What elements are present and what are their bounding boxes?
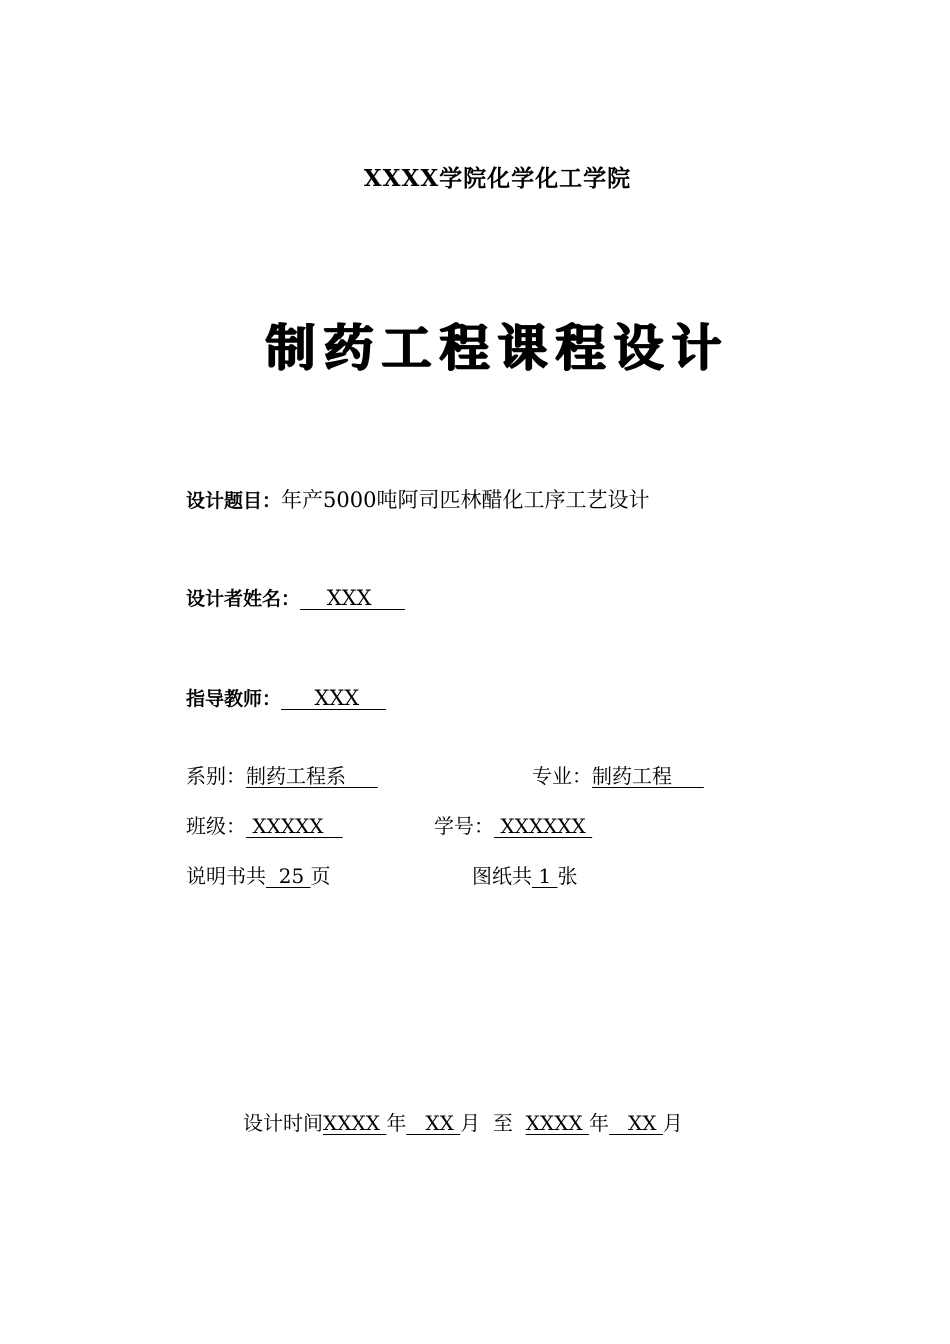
advisor-name [186,684,386,711]
student-id [434,810,592,839]
major-value: 制药工程 [592,764,704,788]
design-topic [186,484,649,514]
designer-name-label: 设计者姓名： [186,588,301,610]
sheet-count-value: 1 [532,864,558,888]
designer-name [186,584,405,611]
page-count-value: 25 [266,864,311,888]
start-year: XXXX [323,1111,387,1135]
month-char-2: 月 [662,1111,683,1135]
major [532,760,704,789]
to-text: 至 [480,1111,526,1135]
school-name: XXXX学院化学化工学院 [363,165,632,192]
end-year: XXXX [525,1111,589,1135]
student-id-label: 学号： [434,814,494,838]
month-char-1: 月 [460,1111,481,1135]
designer-name-value: XXX [300,586,405,610]
design-topic-label: 设计题目： [186,490,282,512]
page-count [186,860,331,889]
year-char-1: 年 [386,1111,407,1135]
advisor-name-value: XXX [281,686,386,710]
major-label: 专业： [532,764,592,788]
page-count-prefix: 说明书共 [186,864,266,888]
sheet-count-prefix: 图纸共 [472,864,532,888]
student-id-value: XXXXXX [494,814,593,838]
sheet-count-suffix: 张 [557,864,578,888]
design-topic-value: 年产5000吨阿司匹林醋化工序工艺设计 [281,488,650,512]
document-title: 制药工程课程设计 [265,318,730,377]
design-time-label: 设计时间 [243,1111,323,1135]
class-label: 班级： [186,814,246,838]
advisor-name-label: 指导教师： [186,688,282,710]
department-value: 制药工程系 [246,764,378,788]
class-value: XXXXX [246,814,343,838]
class [186,810,343,839]
department [186,760,378,789]
design-time [243,1107,683,1136]
page-count-suffix: 页 [310,864,331,888]
department-label: 系别： [186,764,246,788]
start-month: XX [406,1111,461,1135]
year-char-2: 年 [588,1111,609,1135]
sheet-count [472,860,577,889]
end-month: XX [608,1111,663,1135]
